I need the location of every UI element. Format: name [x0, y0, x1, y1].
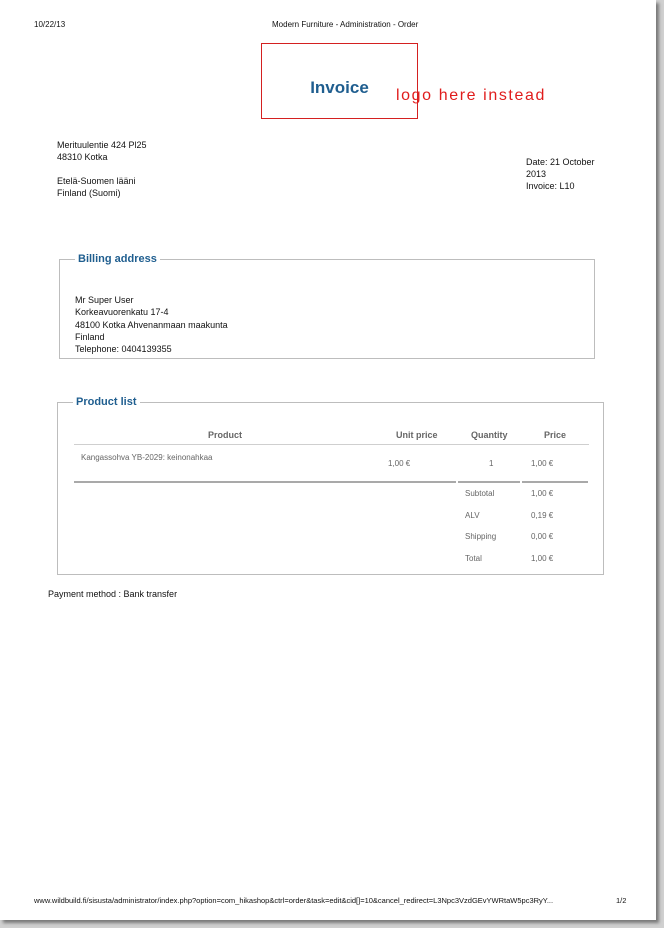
billing-telephone: Telephone: 0404139355	[75, 344, 172, 355]
row-divider-price	[522, 481, 588, 483]
billing-address-lines	[75, 294, 228, 355]
total-label: Total	[465, 554, 482, 563]
company-region: Etelä-Suomen lääni	[57, 176, 136, 186]
invoice-meta	[526, 156, 616, 192]
billing-street: Korkeavuorenkatu 17-4	[75, 307, 169, 318]
company-street: Merituulentie 424 Pl25	[57, 140, 147, 150]
product-list-legend: Product list	[76, 396, 137, 408]
footer-page-number: 1/2	[616, 896, 627, 905]
print-date: 10/22/13	[34, 20, 66, 29]
product-unit-price: 1,00 €	[388, 459, 411, 468]
billing-address-section	[59, 253, 595, 359]
column-header-unit-price: Unit price	[396, 430, 438, 440]
logo-note: logo here instead	[396, 87, 546, 104]
alv-value: 0,19 €	[531, 511, 554, 520]
total-value: 1,00 €	[531, 554, 554, 563]
print-page-title: Modern Furniture - Administration - Order	[272, 20, 419, 29]
row-divider-label	[458, 481, 520, 483]
billing-legend: Billing address	[78, 253, 157, 265]
column-header-price: Price	[544, 430, 567, 440]
company-country: Finland (Suomi)	[57, 188, 121, 198]
address-spacer	[57, 163, 147, 175]
billing-city: 48100 Kotka Ahvenanmaan maakunta	[75, 319, 228, 330]
column-header-quantity: Quantity	[471, 430, 508, 440]
product-name: Kangassohva YB-2029: keinonahkaa	[81, 453, 213, 462]
alv-label: ALV	[465, 511, 480, 520]
shipping-value: 0,00 €	[531, 532, 554, 541]
column-header-product: Product	[208, 430, 243, 440]
subtotal-value: 1,00 €	[531, 489, 554, 498]
company-address	[57, 139, 147, 199]
row-divider-product	[74, 481, 456, 483]
company-city: 48310 Kotka	[57, 152, 108, 162]
product-list-section	[57, 396, 604, 575]
footer-url: www.wildbuild.fi/sisusta/administrator/index.php?option=com_hikashop&ctrl=order&task=edit&cid[]=10&cancel_redirect=L3Npc3VzdGEvYWRtaW5pc3RyY...	[34, 896, 554, 905]
header-divider	[74, 444, 589, 445]
product-quantity: 1	[489, 459, 494, 468]
logo-placeholder-box	[261, 43, 418, 119]
payment-method: Payment method : Bank transfer	[48, 589, 178, 599]
billing-name: Mr Super User	[75, 295, 134, 305]
billing-country: Finland	[75, 331, 105, 342]
subtotal-label: Subtotal	[465, 489, 495, 498]
shipping-label: Shipping	[465, 532, 497, 541]
invoice-number: Invoice: L10	[526, 181, 575, 191]
invoice-title: Invoice	[310, 78, 369, 97]
product-price: 1,00 €	[531, 459, 554, 468]
invoice-date: Date: 21 October 2013	[526, 157, 595, 179]
